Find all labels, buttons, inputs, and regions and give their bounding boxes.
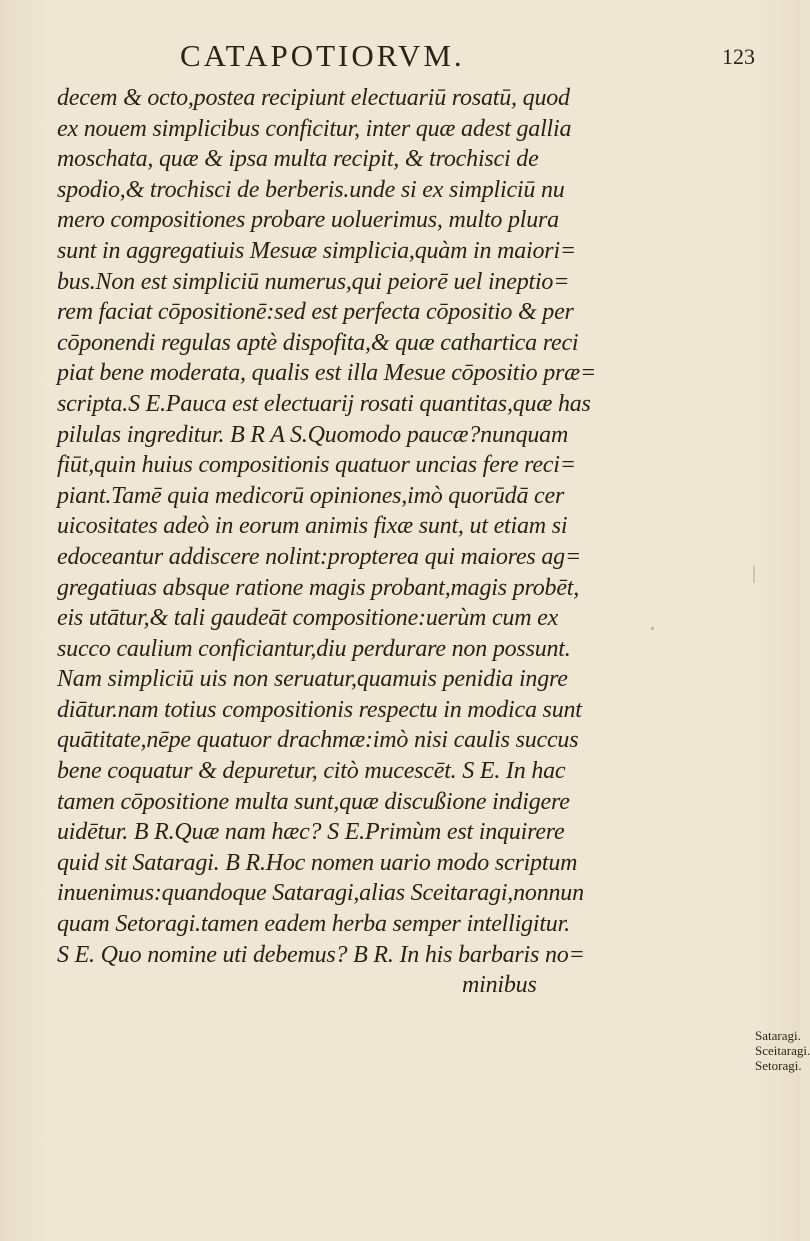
paper-speck	[753, 565, 755, 583]
text-line: scripta.S E.Pauca est electuarij rosati quantitas,quæ has	[57, 390, 591, 417]
text-line: bus.Non est simpliciū numerus,qui peiorē uel ineptio=	[57, 268, 570, 295]
text-line: quid sit Sataragi. B R.Hoc nomen uario modo scriptum	[57, 849, 578, 876]
text-line: S E. Quo nomine uti debemus? B R. In his barbaris no=	[57, 941, 585, 968]
margin-note: Sceitaragi.	[755, 1043, 810, 1058]
text-line: eis utātur,& tali gaudeāt compositione:uerùm cum ex	[57, 605, 559, 632]
text-line: sunt in aggregatiuis Mesuæ simplicia,quàm in maiori=	[57, 237, 576, 264]
running-title: CATAPOTIORVM.	[180, 38, 465, 73]
text-line: quam Setoragi.tamen eadem herba semper intelligitur.	[57, 911, 570, 938]
body-text	[57, 83, 747, 1001]
text-line: spodio,& trochisci de berberis.unde si ex simpliciū nu	[57, 176, 565, 203]
text-line: quātitate,nēpe quatuor drachmæ:imò nisi caulis succus	[57, 727, 579, 754]
text-line: pilulas ingreditur. B R A S.Quomodo paucæ?nunquam	[57, 421, 569, 448]
catchword: minibus	[462, 972, 537, 999]
text-line: rem faciat cōpositionē:sed est perfecta cōpositio & per	[57, 299, 574, 326]
margin-notes	[755, 1028, 810, 1073]
page-number: 123	[722, 44, 755, 69]
paper-speck	[651, 627, 654, 630]
text-line: diātur.nam totius compositionis respectu in modica sunt	[57, 696, 582, 723]
margin-note: Setoragi.	[755, 1058, 802, 1073]
text-line: piant.Tamē quia medicorū opiniones,imò quorūdā cer	[57, 482, 565, 509]
text-line: succo caulium conficiantur,diu perdurare non possunt.	[57, 635, 571, 662]
text-line: uidētur. B R.Quæ nam hæc? S E.Primùm est inquirere	[57, 819, 565, 846]
text-line: bene coquatur & depuretur, citò mucescēt. S E. In hac	[57, 758, 566, 785]
text-line: gregatiuas absque ratione magis probant,magis probēt,	[57, 574, 580, 601]
text-line: tamen cōpositione multa sunt,quæ discußione indigere	[57, 788, 570, 815]
text-line: fiūt,quin huius compositionis quatuor uncias fere reci=	[57, 452, 576, 479]
page-header	[0, 38, 800, 78]
text-line: uicositates adeò in eorum animis fixæ sunt, ut etiam si	[57, 513, 568, 540]
text-line: piat bene moderata, qualis est illa Mesue cōpositio præ=	[57, 360, 596, 387]
text-line: ex nouem simplicibus conficitur, inter quæ adest gallia	[57, 115, 572, 142]
text-line: inuenimus:quandoque Sataragi,alias Sceitaragi,nonnun	[57, 880, 584, 907]
text-line: cōponendi regulas aptè dispofita,& quæ cathartica reci	[57, 329, 579, 356]
text-line: edoceantur addiscere nolint:propterea qui maiores ag=	[57, 543, 581, 570]
text-line: Nam simpliciū uis non seruatur,quamuis penidia ingre	[57, 666, 568, 693]
text-line: moschata, quæ & ipsa multa recipit, & trochisci de	[57, 146, 539, 173]
text-line: decem & octo,postea recipiunt electuariū rosatū, quod	[57, 85, 570, 111]
margin-note: Sataragi.	[755, 1028, 801, 1043]
text-line: mero compositiones probare uoluerimus, multo plura	[57, 207, 559, 234]
